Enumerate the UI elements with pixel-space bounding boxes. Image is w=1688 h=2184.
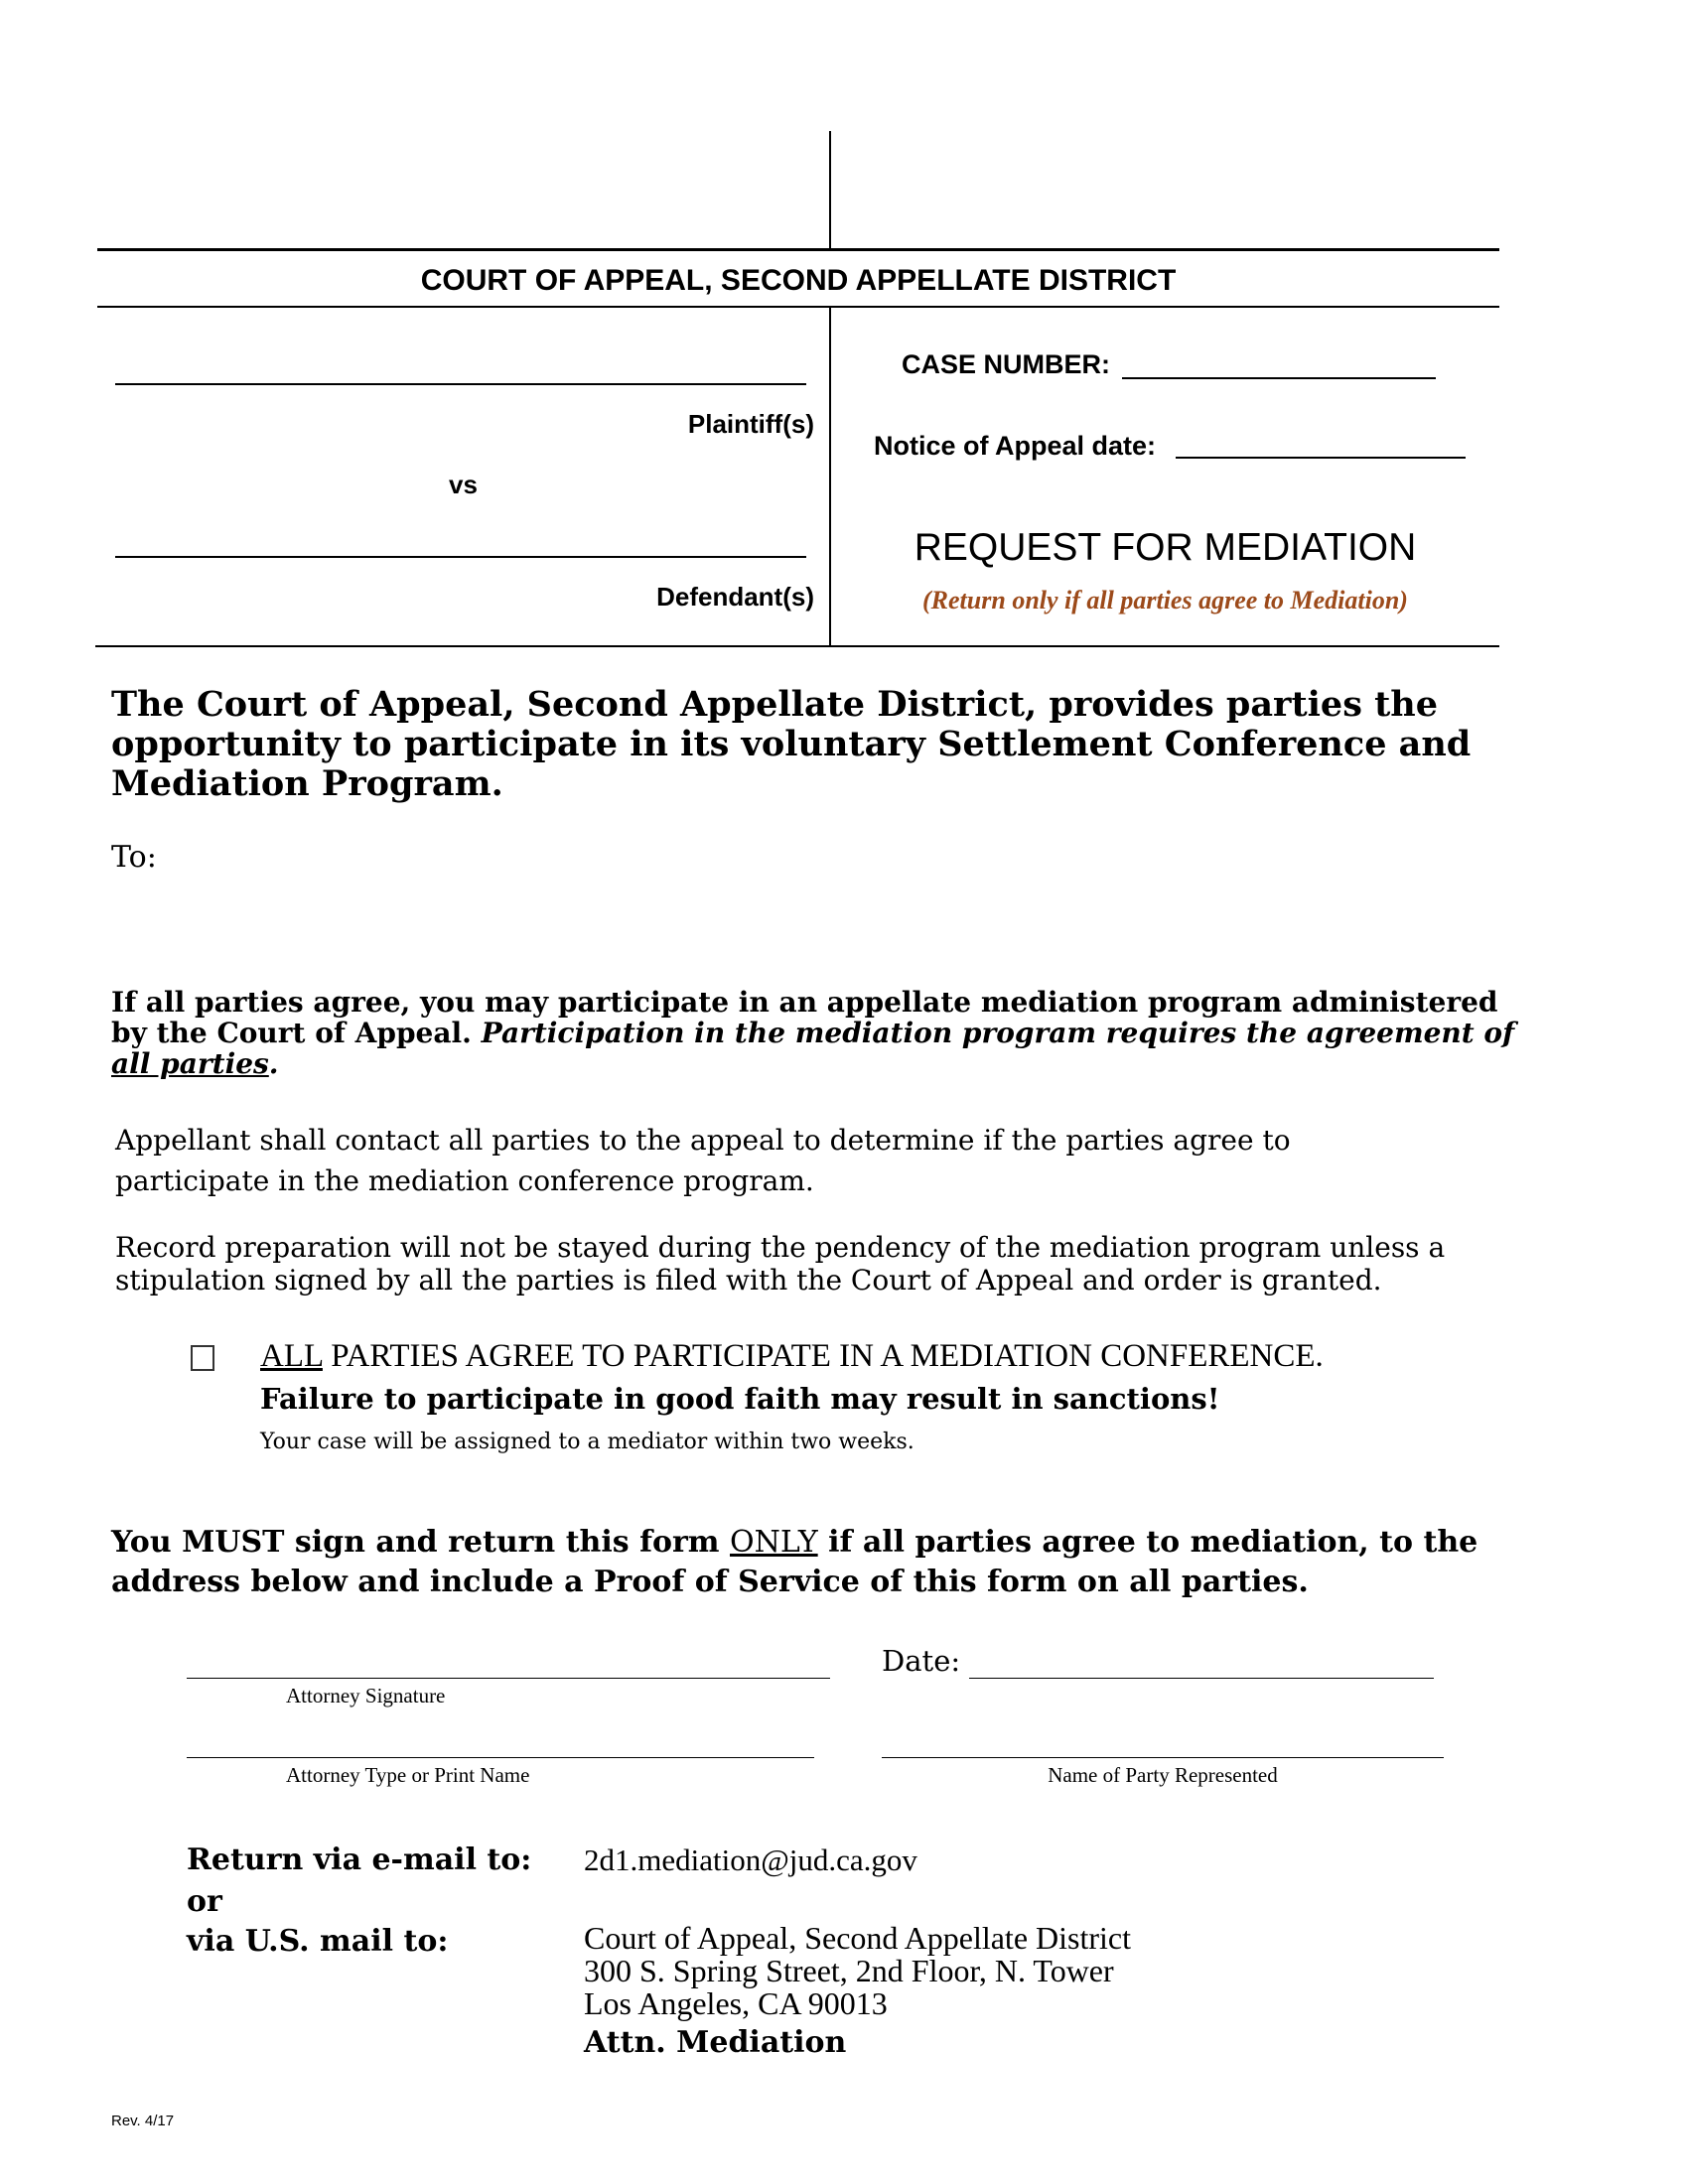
plaintiff-name-field[interactable] [115, 383, 806, 385]
agreement-warning: Failure to participate in good faith may result in sanctions! [260, 1382, 1220, 1416]
revision-label: Rev. 4/17 [111, 2113, 175, 2129]
address-line-2: 300 S. Spring Street, 2nd Floor, N. Tower [584, 1953, 1114, 1988]
attorney-name-field[interactable] [187, 1757, 814, 1758]
participation-italic: Participation in the mediation program requires the agreement of [481, 1017, 1515, 1049]
agreement-line-1 [260, 1338, 1324, 1375]
party-represented-field[interactable] [882, 1757, 1444, 1758]
form-title: REQUEST FOR MEDIATION [914, 526, 1417, 569]
address-line-3: Los Angeles, CA 90013 [584, 1985, 888, 2021]
mailing-address [584, 1922, 1131, 2020]
appellant-paragraph: Appellant shall contact all parties to the appeal to determine if the parties agree to participate in the mediation conference program. [115, 1124, 1291, 1197]
notice-date-label: Notice of Appeal date: [874, 431, 1157, 461]
or-label: or [187, 1884, 222, 1919]
must-sign-pre: You MUST sign and return this form [111, 1525, 730, 1560]
form-subtitle: (Return only if all parties agree to Mediation) [922, 586, 1408, 614]
header-top-rule [97, 248, 1499, 251]
vs-label: vs [449, 470, 478, 499]
participation-paragraph [111, 987, 1541, 1079]
must-sign-only: ONLY [730, 1525, 818, 1560]
email-address[interactable]: 2d1.mediation@jud.ca.gov [584, 1843, 917, 1877]
to-label: To: [111, 840, 157, 875]
header-bottom-rule [95, 645, 1499, 647]
email-return-label: Return via e-mail to: [187, 1843, 532, 1877]
attorney-name-label: Attorney Type or Print Name [286, 1763, 530, 1787]
participation-lead: If all parties agree, you may participate in an appellate mediation program administered by the Court of Appeal. [111, 986, 1498, 1049]
court-title: COURT OF APPEAL, SECOND APPELLATE DISTRICT [420, 264, 1177, 297]
agreement-note: Your case will be assigned to a mediator within two weeks. [260, 1430, 914, 1454]
agreement-text: PARTIES AGREE TO PARTICIPATE IN A MEDIATION CONFERENCE. [322, 1338, 1324, 1374]
top-divider [829, 131, 831, 248]
plaintiff-label: Plaintiff(s) [687, 409, 814, 439]
mail-return-label: via U.S. mail to: [187, 1924, 449, 1959]
attorney-signature-field[interactable] [187, 1678, 830, 1679]
case-number-field[interactable] [1122, 377, 1436, 379]
intro-paragraph: The Court of Appeal, Second Appellate District, provides parties the opportunity to participate in its voluntary Settlement Conference and Mediation Program. [111, 684, 1472, 804]
case-number-label: CASE NUMBER: [902, 349, 1111, 379]
agreement-checkbox[interactable] [191, 1345, 214, 1371]
must-sign-paragraph [111, 1523, 1481, 1602]
agreement-all-word: ALL [260, 1338, 323, 1374]
must-sign-post: if all parties agree to mediation, to the address below and include a Proof of Service of this form on all parties. [111, 1525, 1478, 1599]
date-label: Date: [882, 1644, 961, 1678]
participation-period: . [268, 1047, 279, 1080]
header-title-rule [97, 306, 1499, 308]
defendant-label: Defendant(s) [656, 582, 814, 612]
attn-line: Attn. Mediation [584, 2025, 847, 2060]
notice-date-field[interactable] [1176, 457, 1466, 459]
date-field[interactable] [969, 1678, 1434, 1679]
attorney-signature-label: Attorney Signature [286, 1684, 446, 1707]
record-paragraph: Record preparation will not be stayed during the pendency of the mediation program unless a stipulation signed by all the parties is filed with the Court of Appeal and order is granted. [115, 1231, 1446, 1297]
all-parties-emphasis: all parties [111, 1047, 269, 1080]
defendant-name-field[interactable] [115, 556, 806, 558]
address-line-1: Court of Appeal, Second Appellate District [584, 1920, 1131, 1956]
party-represented-label: Name of Party Represented [1048, 1763, 1278, 1787]
